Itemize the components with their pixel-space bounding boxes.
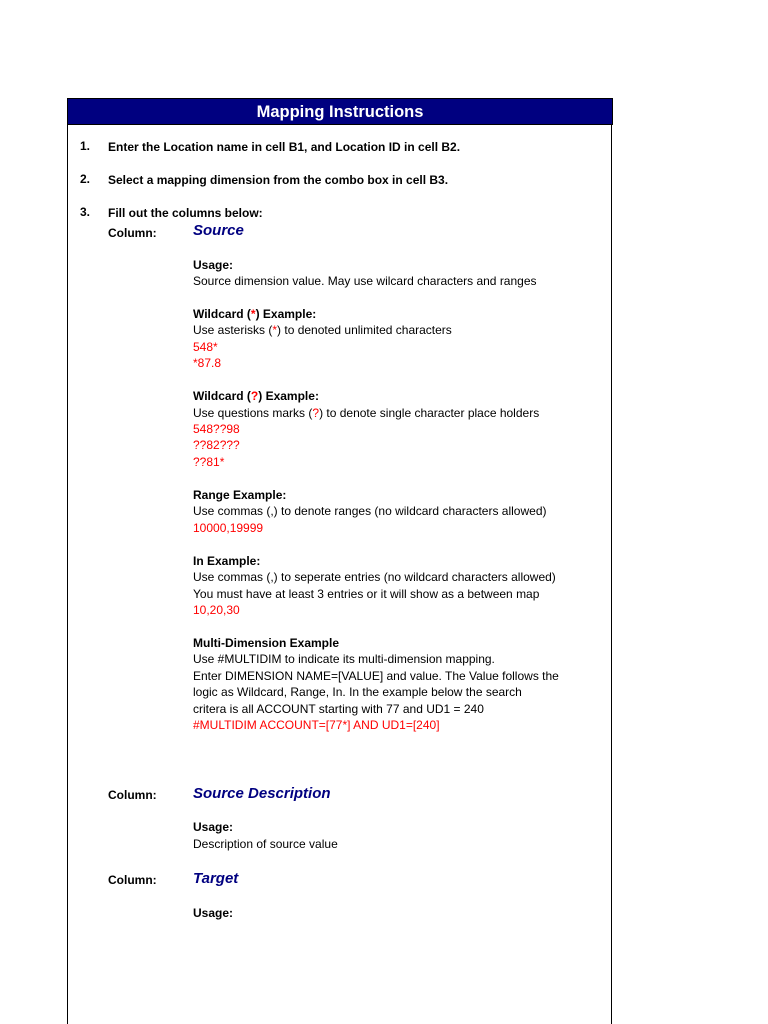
page-title: Mapping Instructions <box>67 98 613 125</box>
example-value: 10000,19999 <box>193 521 264 535</box>
multidim-desc: Use #MULTIDIM to indicate its multi-dimension mapping. <box>193 652 495 666</box>
column-label: Column: <box>108 788 157 802</box>
wildcard-question-heading: Wildcard (?) Example: <box>193 389 319 403</box>
column-title-target: Target <box>193 870 239 887</box>
range-heading: Range Example: <box>193 488 287 502</box>
step-number: 2. <box>80 172 91 186</box>
usage-label: Usage: <box>193 820 234 834</box>
wildcard-star-heading: Wildcard (*) Example: <box>193 307 317 321</box>
step-number: 3. <box>80 205 91 219</box>
multidim-desc: critera is all ACCOUNT starting with 77 and UD1 = 240 <box>193 702 484 716</box>
example-value: 548* <box>193 340 218 354</box>
column-title-source: Source <box>193 222 244 239</box>
example-value: 548??98 <box>193 422 240 436</box>
multidim-desc: Enter DIMENSION NAME=[VALUE] and value. The Value follows the <box>193 669 559 683</box>
usage-text: Source dimension value. May use wilcard characters and ranges <box>193 274 537 288</box>
step-text: Fill out the columns below: <box>108 206 263 220</box>
column-label: Column: <box>108 873 157 887</box>
multidim-desc: logic as Wildcard, Range, In. In the example below the search <box>193 685 522 699</box>
column-title-source-description: Source Description <box>193 785 331 802</box>
step-number: 1. <box>80 139 91 153</box>
in-desc: Use commas (,) to seperate entries (no wildcard characters allowed) <box>193 570 556 584</box>
in-desc: You must have at least 3 entries or it will show as a between map <box>193 587 540 601</box>
usage-label: Usage: <box>193 906 234 920</box>
example-value: 10,20,30 <box>193 603 240 617</box>
usage-text: Description of source value <box>193 837 338 851</box>
column-label: Column: <box>108 226 157 240</box>
example-value: *87.8 <box>193 356 222 370</box>
wildcard-star-desc: Use asterisks (*) to denoted unlimited characters <box>193 323 452 337</box>
example-value: ??81* <box>193 455 225 469</box>
multidim-heading: Multi-Dimension Example <box>193 636 340 650</box>
step-text: Enter the Location name in cell B1, and Location ID in cell B2. <box>108 140 461 154</box>
usage-label: Usage: <box>193 258 234 272</box>
example-value: #MULTIDIM ACCOUNT=[77*] AND UD1=[240] <box>193 718 440 732</box>
example-value: ??82??? <box>193 438 240 452</box>
range-desc: Use commas (,) to denote ranges (no wildcard characters allowed) <box>193 504 547 518</box>
in-heading: In Example: <box>193 554 261 568</box>
wildcard-question-desc: Use questions marks (?) to denote single character place holders <box>193 406 540 420</box>
step-text: Select a mapping dimension from the combo box in cell B3. <box>108 173 449 187</box>
